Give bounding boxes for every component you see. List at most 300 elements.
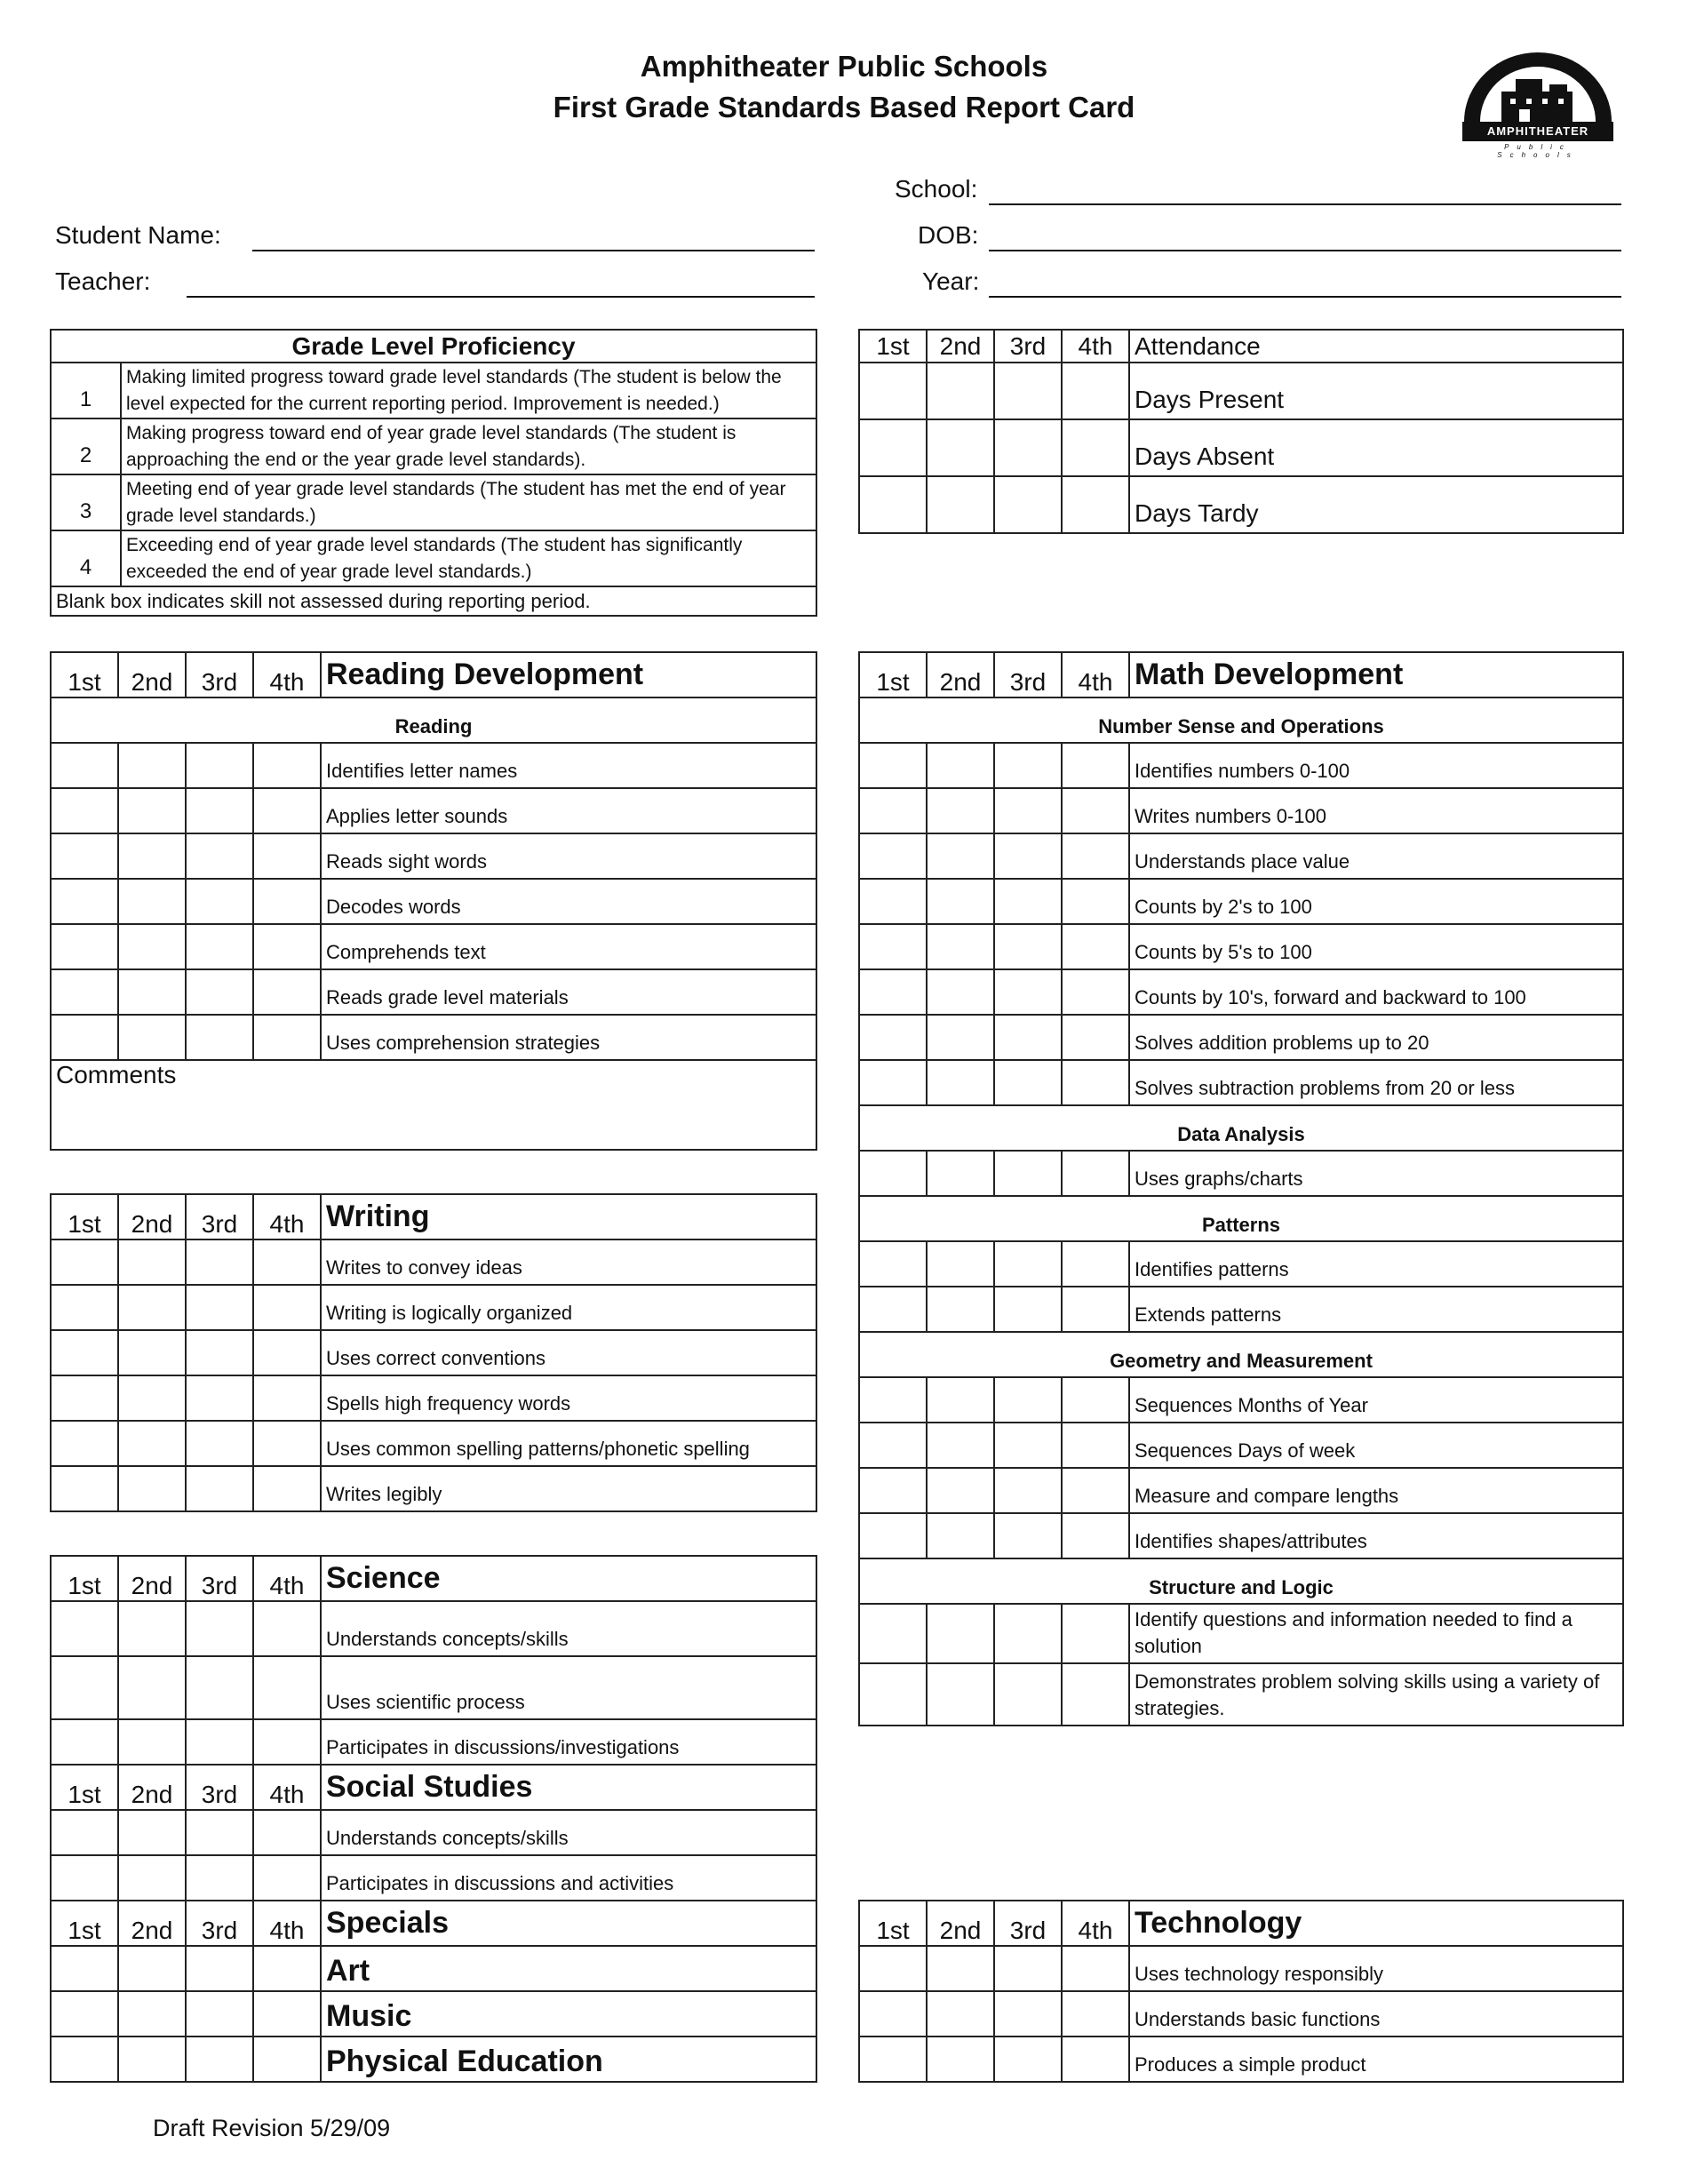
specials-title: Specials [321,1901,816,1946]
grade-cell[interactable] [118,1601,186,1656]
grade-cell[interactable] [253,924,321,969]
grade-cell[interactable] [927,1946,994,1991]
grade-cell[interactable] [994,1241,1062,1287]
grade-cell[interactable] [118,1656,186,1719]
grade-cell[interactable] [994,476,1062,533]
grade-cell[interactable] [927,1513,994,1558]
grade-cell[interactable] [51,1330,118,1375]
quarter-header: 1st [51,1765,118,1810]
grade-cell[interactable] [859,1468,927,1513]
grade-cell[interactable] [186,969,253,1015]
attendance-table [858,329,1624,534]
grade-cell[interactable] [927,1423,994,1468]
special-item: Music [321,1991,816,2037]
grade-cell[interactable] [186,788,253,833]
grade-cell[interactable] [927,1241,994,1287]
grade-cell[interactable] [186,1946,253,1991]
writing-table [50,1193,817,1512]
grade-cell[interactable] [118,1375,186,1421]
grade-cell[interactable] [927,476,994,533]
quarter-header: 3rd [994,652,1062,697]
quarter-header: 1st [859,1901,927,1946]
grade-cell[interactable] [927,1468,994,1513]
grade-cell[interactable] [253,1015,321,1060]
skill-label: Identifies patterns [1129,1241,1623,1287]
grade-cell[interactable] [1062,1377,1129,1423]
quarter-header: 2nd [118,652,186,697]
grade-cell[interactable] [859,1663,927,1726]
grade-cell[interactable] [927,1604,994,1663]
quarter-header: 4th [1062,1901,1129,1946]
patterns-subtitle: Patterns [859,1196,1623,1241]
logic-subtitle: Structure and Logic [859,1558,1623,1604]
grade-cell[interactable] [994,1663,1062,1726]
special-item: Art [321,1946,816,1991]
grade-cell[interactable] [118,1991,186,2037]
grade-cell[interactable] [1062,1423,1129,1468]
grade-cell[interactable] [927,788,994,833]
number-sense-subtitle: Number Sense and Operations [859,697,1623,743]
reading-title: Reading Development [321,652,816,697]
level-number: 2 [51,418,121,474]
grade-cell[interactable] [1062,969,1129,1015]
grade-cell[interactable] [1062,476,1129,533]
grade-cell[interactable] [927,1060,994,1105]
grade-cell[interactable] [1062,1015,1129,1060]
quarter-header: 1st [51,652,118,697]
skill-label: Participates in discussions and activities [321,1855,816,1901]
grade-cell[interactable] [118,788,186,833]
grade-cell[interactable] [118,1810,186,1855]
proficiency-table [50,329,817,617]
skill-label: Reads sight words [321,833,816,879]
skill-label: Sequences Months of Year [1129,1377,1623,1423]
logo-subtext: Public Schools [1497,143,1579,159]
science-title: Science [321,1556,816,1601]
skill-label: Extends patterns [1129,1287,1623,1332]
quarter-header: 1st [51,1901,118,1946]
skill-label: Comprehends text [321,924,816,969]
grade-cell[interactable] [186,1285,253,1330]
grade-cell[interactable] [859,1604,927,1663]
grade-cell[interactable] [1062,1663,1129,1726]
quarter-header: 4th [253,652,321,697]
grade-cell[interactable] [927,363,994,419]
grade-cell[interactable] [253,1810,321,1855]
grade-cell[interactable] [994,1423,1062,1468]
skill-label: Counts by 5's to 100 [1129,924,1623,969]
skill-label: Sequences Days of week [1129,1423,1623,1468]
grade-cell[interactable] [186,1015,253,1060]
grade-cell[interactable] [859,1287,927,1332]
skill-label: Counts by 2's to 100 [1129,879,1623,924]
grade-cell[interactable] [186,1421,253,1466]
skill-label: Produces a simple product [1129,2037,1623,2082]
grade-cell[interactable] [253,1719,321,1765]
grade-cell[interactable] [51,1466,118,1511]
quarter-header: 3rd [186,652,253,697]
grade-cell[interactable] [1062,1151,1129,1196]
grade-cell[interactable] [1062,1991,1129,2037]
level-description: Meeting end of year grade level standards (The student has met the end of year grade level standards.) [121,474,816,530]
grade-cell[interactable] [994,1060,1062,1105]
grade-cell[interactable] [1062,2037,1129,2082]
grade-cell[interactable] [859,969,927,1015]
grade-cell[interactable] [118,1421,186,1466]
grade-cell[interactable] [186,1601,253,1656]
level-description: Making limited progress toward grade level standards (The student is below the level expected for the current reporting period. Improvement is needed.) [121,363,816,418]
grade-cell[interactable] [1062,1513,1129,1558]
grade-cell[interactable] [1062,833,1129,879]
grade-cell[interactable] [994,924,1062,969]
grade-cell[interactable] [1062,1946,1129,1991]
level-description: Making progress toward end of year grade level standards (The student is approaching the end or the year grade level standards). [121,418,816,474]
skill-label: Identify questions and information needed to find a solution [1129,1604,1623,1663]
grade-cell[interactable] [253,1330,321,1375]
grade-cell[interactable] [253,788,321,833]
student-name-field[interactable] [252,250,815,251]
grade-cell[interactable] [859,1151,927,1196]
grade-cell[interactable] [927,1663,994,1726]
grade-cell[interactable] [994,879,1062,924]
quarter-header: 2nd [118,1765,186,1810]
report-title-line1: Amphitheater Public Schools [640,50,1048,83]
school-field[interactable] [989,203,1621,205]
math-title: Math Development [1129,652,1623,697]
grade-cell[interactable] [253,2037,321,2082]
skill-label: Measure and compare lengths [1129,1468,1623,1513]
grade-cell[interactable] [994,1513,1062,1558]
blank-note: Blank box indicates skill not assessed during reporting period. [51,586,816,616]
quarter-header: 3rd [186,1194,253,1239]
grade-cell[interactable] [186,1466,253,1511]
grade-cell[interactable] [927,743,994,788]
quarter-header: 4th [253,1194,321,1239]
proficiency-title: Grade Level Proficiency [51,330,816,363]
school-label: School: [895,175,978,203]
grade-cell[interactable] [51,1946,118,1991]
grade-cell[interactable] [186,924,253,969]
skill-label: Uses technology responsibly [1129,1946,1623,1991]
grade-cell[interactable] [253,1601,321,1656]
skill-label: Uses correct conventions [321,1330,816,1375]
grade-cell[interactable] [927,1151,994,1196]
grade-cell[interactable] [859,924,927,969]
level-number: 3 [51,474,121,530]
grade-cell[interactable] [253,1421,321,1466]
skill-label: Decodes words [321,879,816,924]
grade-cell[interactable] [994,1015,1062,1060]
quarter-header: 1st [51,1194,118,1239]
grade-cell[interactable] [253,1946,321,1991]
skill-label: Uses graphs/charts [1129,1151,1623,1196]
quarter-header: 2nd [927,330,994,363]
grade-cell[interactable] [51,1719,118,1765]
grade-cell[interactable] [118,1466,186,1511]
grade-cell[interactable] [994,788,1062,833]
draft-revision: Draft Revision 5/29/09 [153,2115,391,2141]
skill-label: Participates in discussions/investigations [321,1719,816,1765]
level-description: Exceeding end of year grade level standards (The student has significantly exceeded the end of year grade level standards.) [121,530,816,586]
attendance-row-label: Days Tardy [1129,476,1623,533]
grade-cell[interactable] [994,1287,1062,1332]
grade-cell[interactable] [927,1991,994,2037]
quarter-header: 2nd [118,1901,186,1946]
grade-cell[interactable] [1062,1241,1129,1287]
year-label: Year: [922,267,980,295]
quarter-header: 2nd [118,1194,186,1239]
dob-field[interactable] [989,250,1621,251]
grade-cell[interactable] [186,743,253,788]
grade-cell[interactable] [118,1239,186,1285]
dob-label: DOB: [918,221,979,249]
grade-cell[interactable] [859,419,927,476]
technology-title: Technology [1129,1901,1623,1946]
grade-cell[interactable] [994,1604,1062,1663]
grade-cell[interactable] [51,743,118,788]
grade-cell[interactable] [118,743,186,788]
grade-cell[interactable] [1062,1060,1129,1105]
grade-cell[interactable] [927,1015,994,1060]
quarter-header: 4th [1062,652,1129,697]
attendance-row-label: Days Absent [1129,419,1623,476]
grade-cell[interactable] [253,1375,321,1421]
grade-cell[interactable] [51,969,118,1015]
social-studies-title: Social Studies [321,1765,816,1810]
grade-cell[interactable] [51,833,118,879]
grade-cell[interactable] [994,743,1062,788]
skill-label: Writing is logically organized [321,1285,816,1330]
quarter-header: 2nd [927,652,994,697]
grade-cell[interactable] [1062,924,1129,969]
data-analysis-subtitle: Data Analysis [859,1105,1623,1151]
special-item: Physical Education [321,2037,816,2082]
grade-cell[interactable] [51,1421,118,1466]
technology-table [858,1900,1624,2083]
year-field[interactable] [989,296,1621,298]
grade-cell[interactable] [994,1468,1062,1513]
grade-cell[interactable] [859,1241,927,1287]
grade-cell[interactable] [994,363,1062,419]
grade-cell[interactable] [51,1239,118,1285]
grade-cell[interactable] [186,1855,253,1901]
grade-cell[interactable] [994,2037,1062,2082]
quarter-header: 1st [51,1556,118,1601]
grade-cell[interactable] [927,833,994,879]
grade-cell[interactable] [186,879,253,924]
skill-label: Demonstrates problem solving skills using a variety of strategies. [1129,1663,1623,1726]
grade-cell[interactable] [51,1656,118,1719]
grade-cell[interactable] [186,2037,253,2082]
grade-cell[interactable] [186,1375,253,1421]
grade-cell[interactable] [927,1377,994,1423]
grade-cell[interactable] [118,833,186,879]
quarter-header: 1st [859,330,927,363]
grade-cell[interactable] [1062,879,1129,924]
skill-label: Uses comprehension strategies [321,1015,816,1060]
grade-cell[interactable] [859,1513,927,1558]
science-social-specials-table [50,1555,817,2083]
grade-cell[interactable] [118,1285,186,1330]
grade-cell[interactable] [859,476,927,533]
grade-cell[interactable] [51,1375,118,1421]
school-logo [1457,49,1619,159]
grade-cell[interactable] [1062,1468,1129,1513]
skill-label: Understands concepts/skills [321,1810,816,1855]
quarter-header: 2nd [118,1556,186,1601]
reading-comments[interactable]: Comments [51,1060,816,1150]
skill-label: Applies letter sounds [321,788,816,833]
grade-cell[interactable] [51,1015,118,1060]
grade-cell[interactable] [859,1946,927,1991]
grade-cell[interactable] [51,1285,118,1330]
writing-title: Writing [321,1194,816,1239]
skill-label: Solves addition problems up to 20 [1129,1015,1623,1060]
grade-cell[interactable] [118,969,186,1015]
grade-cell[interactable] [1062,788,1129,833]
grade-cell[interactable] [253,879,321,924]
grade-cell[interactable] [186,1991,253,2037]
grade-cell[interactable] [859,1015,927,1060]
grade-cell[interactable] [859,788,927,833]
grade-cell[interactable] [1062,363,1129,419]
grade-cell[interactable] [859,879,927,924]
quarter-header: 1st [859,652,927,697]
grade-cell[interactable] [253,1855,321,1901]
reading-table [50,651,817,1151]
level-number: 4 [51,530,121,586]
grade-cell[interactable] [186,1239,253,1285]
grade-cell[interactable] [118,1946,186,1991]
skill-label: Identifies numbers 0-100 [1129,743,1623,788]
quarter-header: 4th [253,1765,321,1810]
grade-cell[interactable] [118,879,186,924]
grade-cell[interactable] [186,833,253,879]
grade-cell[interactable] [253,743,321,788]
report-title-line2: First Grade Standards Based Report Card [553,91,1135,124]
grade-cell[interactable] [994,419,1062,476]
grade-cell[interactable] [859,2037,927,2082]
quarter-header: 4th [253,1556,321,1601]
quarter-header: 3rd [186,1765,253,1810]
grade-cell[interactable] [1062,419,1129,476]
grade-cell[interactable] [51,1601,118,1656]
skill-label: Understands concepts/skills [321,1601,816,1656]
grade-cell[interactable] [51,788,118,833]
skill-label: Reads grade level materials [321,969,816,1015]
grade-cell[interactable] [118,1015,186,1060]
skill-label: Understands basic functions [1129,1991,1623,2037]
grade-cell[interactable] [118,1330,186,1375]
logo-text: AMPHITHEATER [1486,124,1589,138]
grade-cell[interactable] [51,2037,118,2082]
skill-label: Writes to convey ideas [321,1239,816,1285]
grade-cell[interactable] [859,1060,927,1105]
grade-cell[interactable] [927,419,994,476]
grade-cell[interactable] [859,1423,927,1468]
grade-cell[interactable] [51,1991,118,2037]
quarter-header: 3rd [186,1556,253,1601]
skill-label: Uses common spelling patterns/phonetic spelling [321,1421,816,1466]
grade-cell[interactable] [51,1810,118,1855]
grade-cell[interactable] [253,1656,321,1719]
grade-cell[interactable] [186,1330,253,1375]
grade-cell[interactable] [253,833,321,879]
teacher-label: Teacher: [55,267,151,295]
grade-cell[interactable] [859,1377,927,1423]
attendance-row-label: Days Present [1129,363,1623,419]
grade-cell[interactable] [859,363,927,419]
grade-cell[interactable] [994,1151,1062,1196]
grade-cell[interactable] [994,1991,1062,2037]
grade-cell[interactable] [1062,1604,1129,1663]
quarter-header: 2nd [927,1901,994,1946]
geometry-subtitle: Geometry and Measurement [859,1332,1623,1377]
skill-label: Solves subtraction problems from 20 or less [1129,1060,1623,1105]
quarter-header: 3rd [994,330,1062,363]
grade-cell[interactable] [118,924,186,969]
grade-cell[interactable] [51,879,118,924]
attendance-title: Attendance [1129,330,1623,363]
grade-cell[interactable] [51,1855,118,1901]
grade-cell[interactable] [994,833,1062,879]
grade-cell[interactable] [927,1287,994,1332]
teacher-field[interactable] [187,296,815,298]
grade-cell[interactable] [927,924,994,969]
student-name-label: Student Name: [55,221,221,249]
grade-cell[interactable] [253,969,321,1015]
skill-label: Counts by 10's, forward and backward to 100 [1129,969,1623,1015]
grade-cell[interactable] [118,1719,186,1765]
grade-cell[interactable] [927,879,994,924]
grade-cell[interactable] [994,1377,1062,1423]
grade-cell[interactable] [1062,1287,1129,1332]
grade-cell[interactable] [994,969,1062,1015]
grade-cell[interactable] [118,2037,186,2082]
quarter-header: 4th [1062,330,1129,363]
skill-label: Identifies letter names [321,743,816,788]
grade-cell[interactable] [253,1239,321,1285]
skill-label: Uses scientific process [321,1656,816,1719]
grade-cell[interactable] [253,1466,321,1511]
grade-cell[interactable] [1062,743,1129,788]
grade-cell[interactable] [118,1855,186,1901]
quarter-header: 4th [253,1901,321,1946]
level-number: 1 [51,363,121,418]
skill-label: Spells high frequency words [321,1375,816,1421]
grade-cell[interactable] [186,1656,253,1719]
grade-cell[interactable] [186,1810,253,1855]
grade-cell[interactable] [927,969,994,1015]
grade-cell[interactable] [859,743,927,788]
grade-cell[interactable] [253,1991,321,2037]
grade-cell[interactable] [253,1285,321,1330]
grade-cell[interactable] [51,924,118,969]
grade-cell[interactable] [859,833,927,879]
skill-label: Understands place value [1129,833,1623,879]
grade-cell[interactable] [994,1946,1062,1991]
skill-label: Identifies shapes/attributes [1129,1513,1623,1558]
grade-cell[interactable] [186,1719,253,1765]
quarter-header: 3rd [186,1901,253,1946]
quarter-header: 3rd [994,1901,1062,1946]
grade-cell[interactable] [859,1991,927,2037]
skill-label: Writes legibly [321,1466,816,1511]
reading-subtitle: Reading [51,697,816,743]
math-table [858,651,1624,1726]
grade-cell[interactable] [927,2037,994,2082]
skill-label: Writes numbers 0-100 [1129,788,1623,833]
